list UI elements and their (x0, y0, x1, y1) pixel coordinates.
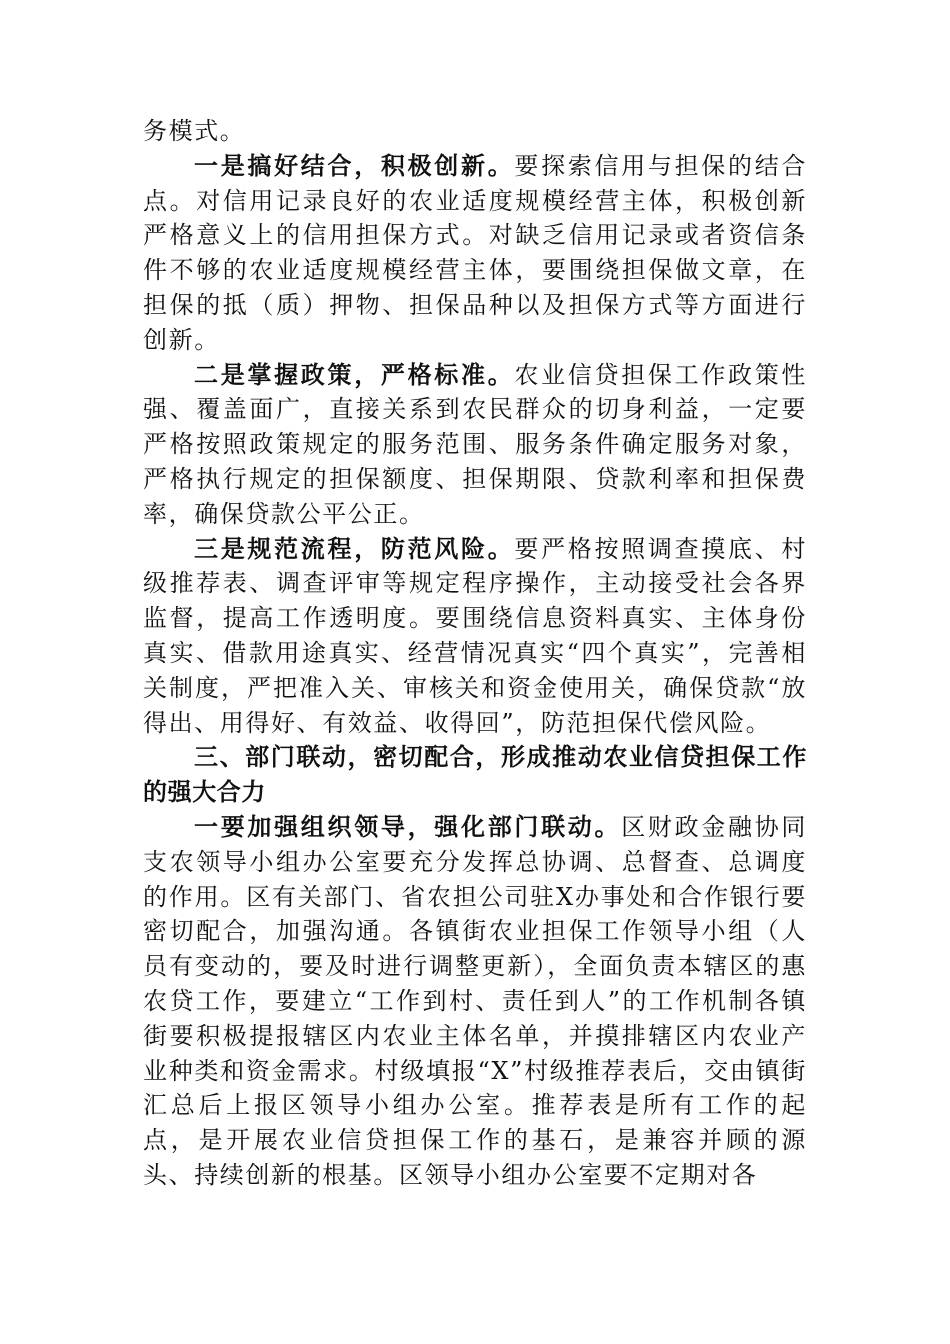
paragraph-continuation (143, 114, 807, 149)
paragraph-combine-innovate (143, 149, 807, 358)
document-page (143, 114, 807, 1193)
paragraph-organization-leadership (143, 810, 807, 1193)
paragraph-text: 要严格按照调查摸底、村级推荐表、调查评审等规定程序操作，主动接受社会各界监督，提高工作透明度。要围绕信息资料真实、主体身份真实、借款用途真实、经营情况真实“四个真实”，完善相关制度，严把准入关、审核关和资金使用关，确保贷款“放得出、用得好、有效益、收得回”，防范担保代偿风险。 (143, 534, 807, 737)
paragraph-lead: 一是搞好结合，积极创新。 (194, 150, 515, 180)
paragraph-text: 农业信贷担保工作政策性强、覆盖面广，直接关系到农民群众的切身利益，一定要严格按照政策规定的服务范围、服务条件确定服务对象，严格执行规定的担保额度、担保期限、贷款利率和担保费率，确保贷款公平公正。 (143, 360, 807, 528)
paragraph-text: 要探索信用与担保的结合点。对信用记录良好的农业适度规模经营主体，积极创新严格意义上的信用担保方式。对缺乏信用记录或者资信条件不够的农业适度规模经营主体，要围绕担保做文章，在担保的抵（质）押物、担保品种以及担保方式等方面进行创新。 (143, 151, 807, 354)
paragraph-process-risk (143, 532, 807, 741)
paragraph-text: 务模式。 (143, 117, 246, 145)
paragraph-lead: 三是规范流程，防范风险。 (194, 533, 515, 563)
paragraph-lead: 一要加强组织领导，强化部门联动。 (194, 811, 622, 841)
paragraph-text: 区财政金融协同支农领导小组办公室要充分发挥总协调、总督查、总调度的作用。区有关部门、省农担公司驻X办事处和合作银行要密切配合，加强沟通。各镇街农业担保工作领导小组（人员有变动的，要及时进行调整更新），全面负责本辖区的惠农贷工作，要建立“工作到村、责任到人”的工作机制各镇街要积极提报辖区内农业主体名单，并摸排辖区内农业产业种类和资金需求。村级填报“X”村级推荐表后，交由镇街汇总后上报区领导小组办公室。推荐表是所有工作的起点，是开展农业信贷担保工作的基石，是兼容并顾的源头、持续创新的根基。区领导小组办公室要不定期对各 (143, 812, 807, 1189)
paragraph-lead: 二是掌握政策，严格标准。 (194, 359, 515, 389)
paragraph-policy-standard (143, 358, 807, 532)
section-heading: 三、部门联动，密切配合，形成推动农业信贷担保工作的强大合力 (143, 743, 807, 807)
